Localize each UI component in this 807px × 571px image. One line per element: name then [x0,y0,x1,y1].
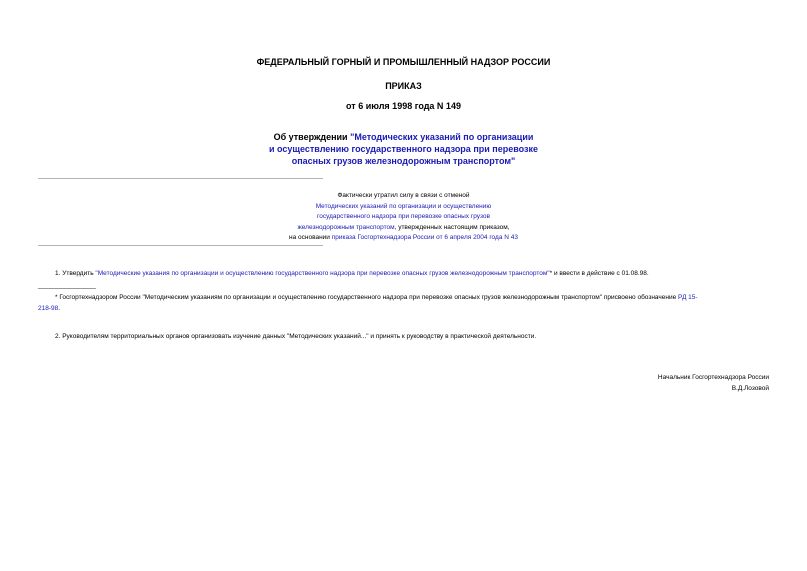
status-note [0,191,807,244]
status-note-line5-prefix: на основании [289,234,332,241]
item-1-prefix: 1. Утвердить [55,270,96,277]
status-note-line1: Фактически утратил силу в связи с отменой [337,192,470,199]
title-link-line3[interactable]: опасных грузов железнодорожным транспортом" [291,156,516,166]
bottom-divider [38,245,323,246]
footnote-link-part2[interactable]: 218-98 [38,304,59,312]
signature-position: Начальник Госгортехнадзора России [657,374,769,381]
document-date: от 6 июля 1998 года N 149 [346,101,461,111]
footnote-end: . [58,304,61,312]
title-prefix: Об утверждении [273,132,351,142]
status-note-link-line3[interactable]: государственного надзора при перевозке опасных грузов [316,213,490,220]
item-1 [55,270,785,277]
agency-name: ФЕДЕРАЛЬНЫЙ ГОРНЫЙ И ПРОМЫШЛЕННЫЙ НАДЗОР РОССИИ [256,57,551,67]
title-link-line2[interactable]: и осуществлению государственного надзора при перевозке [268,144,539,154]
status-note-link-line4[interactable]: железнодорожным транспортом [297,223,395,231]
signature-name: В.Д.Лозовой [731,384,769,392]
item-1-suffix: * и ввести в действие с 01.08.98. [549,270,649,277]
footnote [38,293,773,314]
item-1-link[interactable]: "Методические указания по организации и осуществлению государственного надзора при перевозке опасных грузов железнодорожным транспортом" [95,270,550,277]
document-title [0,131,807,167]
title-link-line1[interactable]: "Методических указаний по организации [350,132,534,142]
signature-block [658,373,769,394]
status-note-link-line2[interactable]: Методических указаний по организации и осуществлению [315,202,492,210]
footnote-separator: ________________ [38,282,96,289]
document-type: ПРИКАЗ [385,81,422,91]
status-note-line4-rest: , утвержденных настоящим приказом, [394,223,510,231]
item-2: 2. Руководителям территориальных органов организовать изучение данных "Методических указаний..." и принять к руководству в практической деятельности. [55,333,537,340]
top-divider [38,178,323,179]
status-note-link-line5[interactable]: приказа Госгортехнадзора России от 6 апреля 2004 года N 43 [331,234,518,241]
footnote-link-part1[interactable]: РД 15- [678,294,698,301]
footnote-text: * Госгортехнадзором России "Методическим указаниям по организации и осуществлению государственного надзора при перевозке опасных грузов железнодорожным транспортом" присвоено обозначение [55,294,679,301]
